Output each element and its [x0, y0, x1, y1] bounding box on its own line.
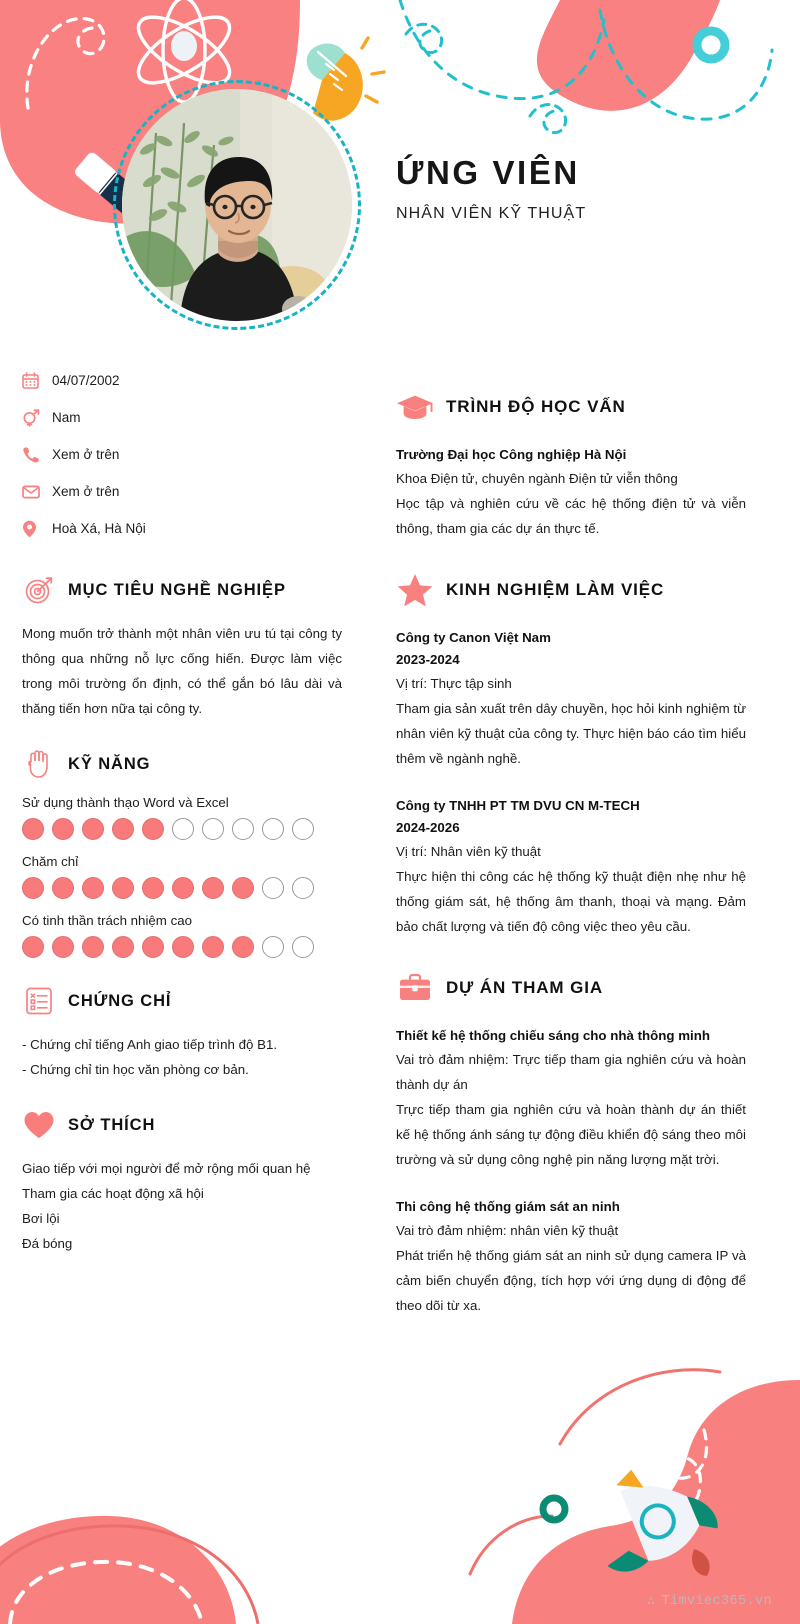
hobby-line: Giao tiếp với mọi người để mở rộng mối quan hệ	[22, 1161, 311, 1176]
section-title: CHỨNG CHỈ	[68, 991, 172, 1010]
skill-item	[22, 795, 342, 840]
skill-dot-filled	[202, 936, 224, 958]
gender-icon	[22, 409, 52, 427]
experience-position: Vị trí: Thực tập sinh	[396, 676, 512, 691]
contact-row-gender	[22, 399, 342, 436]
coral-blob-footer-left	[0, 1444, 300, 1624]
skill-dot-filled	[52, 936, 74, 958]
brand-mark-icon: ∴	[646, 1595, 656, 1610]
teal-dashed-curl-left-icon	[406, 24, 442, 52]
skill-dot-filled	[232, 936, 254, 958]
white-dashed-curl-icon	[27, 18, 104, 108]
section-title: TRÌNH ĐỘ HỌC VẤN	[446, 397, 626, 416]
project-role: Vai trò đảm nhiệm: Trực tiếp tham gia nghiên cứu và hoàn thành dự án	[396, 1052, 746, 1092]
experience-company: Công ty TNHH PT TM DVU CN M-TECH	[396, 798, 640, 813]
skill-dot-filled	[202, 877, 224, 899]
skill-dot-filled	[112, 877, 134, 899]
experience-company: Công ty Canon Việt Nam	[396, 630, 551, 645]
skill-dot-empty	[262, 936, 284, 958]
brand-footer	[647, 1593, 772, 1610]
experience-position: Vị trí: Nhân viên kỹ thuật	[396, 844, 541, 859]
project-description: Phát triển hệ thống giám sát an ninh sử dụng camera IP và cảm biến chuyển động, tích hợp với ứng dụng di động để theo dõi từ xa.	[396, 1248, 746, 1313]
contact-value: Nam	[52, 410, 81, 425]
project-name: Thi công hệ thống giám sát an ninh	[396, 1199, 620, 1214]
skill-dot-filled	[82, 936, 104, 958]
skill-dot-empty	[172, 818, 194, 840]
skill-rating	[22, 877, 342, 899]
section-header-hobbies	[22, 1108, 342, 1142]
avatar	[113, 80, 361, 330]
experience-entry	[396, 627, 746, 771]
section-header-education	[396, 388, 746, 426]
contact-list	[22, 362, 342, 547]
education-school: Trường Đại học Công nghiệp Hà Nội	[396, 447, 627, 462]
contact-value: Xem ở trên	[52, 484, 120, 499]
skill-dot-filled	[232, 877, 254, 899]
job-title: NHÂN VIÊN KỸ THUẬT	[396, 205, 587, 223]
teal-dashed-arc-icon	[400, 0, 604, 99]
hobby-line: Tham gia các hoạt động xã hội	[22, 1186, 204, 1201]
green-ring-icon	[543, 1498, 565, 1520]
skill-item	[22, 913, 342, 958]
experience-period: 2024-2026	[396, 820, 460, 835]
heart-icon	[22, 1108, 56, 1142]
email-icon	[22, 483, 52, 501]
hobby-line: Đá bóng	[22, 1236, 73, 1251]
skill-dot-filled	[82, 818, 104, 840]
skill-dot-filled	[52, 818, 74, 840]
skill-label: Chăm chỉ	[22, 854, 79, 869]
skill-rating	[22, 936, 342, 958]
section-title: SỞ THÍCH	[68, 1115, 156, 1134]
section-title: DỰ ÁN THAM GIA	[446, 978, 604, 997]
section-title: MỤC TIÊU NGHỀ NGHIỆP	[68, 580, 286, 599]
skill-dot-filled	[82, 877, 104, 899]
name-block	[396, 155, 586, 223]
contact-value: Hoà Xá, Hà Nội	[52, 521, 146, 536]
contact-value: 04/07/2002	[52, 373, 120, 388]
section-header-experience	[396, 571, 746, 609]
section-title: KỸ NĂNG	[68, 754, 151, 773]
contact-row-address	[22, 510, 342, 547]
experience-description: Tham gia sản xuất trên dây chuyền, học hỏi kinh nghiệm từ nhân viên kỹ thuật của công ty. Thực hiện báo cáo tìm hiểu thêm về ngành nghề.	[396, 701, 746, 766]
skill-dot-empty	[292, 877, 314, 899]
skill-label: Có tinh thần trách nhiệm cao	[22, 913, 193, 928]
project-description: Trực tiếp tham gia nghiên cứu và hoàn thành dự án thiết kế hệ thống ánh sáng tự động điều khiển độ sáng theo môi trường và sử dụng công nghệ pin năng lượng mặt trời.	[396, 1102, 746, 1167]
skill-dot-filled	[22, 818, 44, 840]
skill-dot-empty	[292, 936, 314, 958]
skill-dot-empty	[292, 818, 314, 840]
skill-dot-filled	[52, 877, 74, 899]
star-icon	[396, 571, 434, 609]
skill-dot-empty	[262, 877, 284, 899]
project-role: Vai trò đảm nhiệm: nhân viên kỹ thuật	[396, 1223, 619, 1238]
section-title: KINH NGHIỆM LÀM VIỆC	[446, 580, 665, 599]
briefcase-icon	[396, 969, 434, 1007]
avatar-dashed-ring	[113, 80, 361, 330]
project-entry	[396, 1196, 746, 1318]
skill-dot-filled	[172, 877, 194, 899]
objective-text: Mong muốn trở thành một nhân viên ưu tú tại công ty thông qua những nỗ lực cống hiến. Được làm việc trong môi trường ổn định, có thể gắn bó lâu dài và thăng tiến hơn nữa tại công ty.	[22, 626, 342, 716]
target-icon	[22, 573, 56, 607]
education-detail: Học tập và nghiên cứu về các hệ thống điện tử và viễn thông, tham gia các dự án thực tế.	[396, 496, 746, 536]
left-column	[22, 362, 342, 1256]
brand-name: Timviec365.vn	[661, 1594, 772, 1609]
experience-period: 2023-2024	[396, 652, 460, 667]
contact-row-email	[22, 473, 342, 510]
location-pin-icon	[22, 520, 52, 538]
phone-icon	[22, 446, 52, 463]
teal-dashed-curl-right-icon	[530, 105, 566, 133]
certificate-line: - Chứng chỉ tin học văn phòng cơ bản.	[22, 1062, 249, 1077]
skill-item	[22, 854, 342, 899]
experience-entry	[396, 795, 746, 939]
experience-description: Thực hiện thi công các hệ thống kỹ thuật điện nhẹ như hệ thống giám sát, hệ thống âm thanh, thoại và mạng. Đảm bảo chất lượng và tiến độ công việc theo yêu cầu.	[396, 869, 746, 934]
contact-value: Xem ở trên	[52, 447, 120, 462]
contact-row-birthdate	[22, 362, 342, 399]
skill-dot-filled	[112, 936, 134, 958]
section-header-projects	[396, 969, 746, 1007]
skill-label: Sử dụng thành thạo Word và Excel	[22, 795, 229, 810]
skill-dot-filled	[112, 818, 134, 840]
contact-row-phone	[22, 436, 342, 473]
section-header-certificates	[22, 984, 342, 1018]
checklist-icon	[22, 984, 56, 1018]
coral-arc-top	[560, 1370, 720, 1444]
skill-dot-filled	[142, 818, 164, 840]
skill-dot-filled	[22, 936, 44, 958]
project-entry	[396, 1025, 746, 1172]
graduation-cap-icon	[396, 388, 434, 426]
teal-dashed-arc-right-icon	[600, 10, 772, 119]
certificate-line: - Chứng chỉ tiếng Anh giao tiếp trình độ B1.	[22, 1037, 278, 1052]
skill-dot-empty	[202, 818, 224, 840]
skill-dot-empty	[262, 818, 284, 840]
skill-dot-filled	[172, 936, 194, 958]
education-major: Khoa Điện tử, chuyên ngành Điện tử viễn thông	[396, 471, 678, 486]
skill-dot-filled	[142, 936, 164, 958]
hobby-line: Bơi lội	[22, 1211, 60, 1226]
skill-dot-filled	[142, 877, 164, 899]
page-title: ỨNG VIÊN	[396, 154, 580, 191]
skill-list	[22, 795, 342, 958]
skill-dot-filled	[22, 877, 44, 899]
hand-icon	[22, 747, 56, 781]
section-header-skills	[22, 747, 342, 781]
skill-rating	[22, 818, 342, 840]
section-header-objective	[22, 573, 342, 607]
teal-ring-icon	[697, 31, 725, 59]
right-column	[396, 358, 746, 1324]
skill-dot-empty	[232, 818, 254, 840]
calendar-icon	[22, 372, 52, 389]
project-name: Thiết kế hệ thống chiếu sáng cho nhà thông minh	[396, 1028, 710, 1043]
